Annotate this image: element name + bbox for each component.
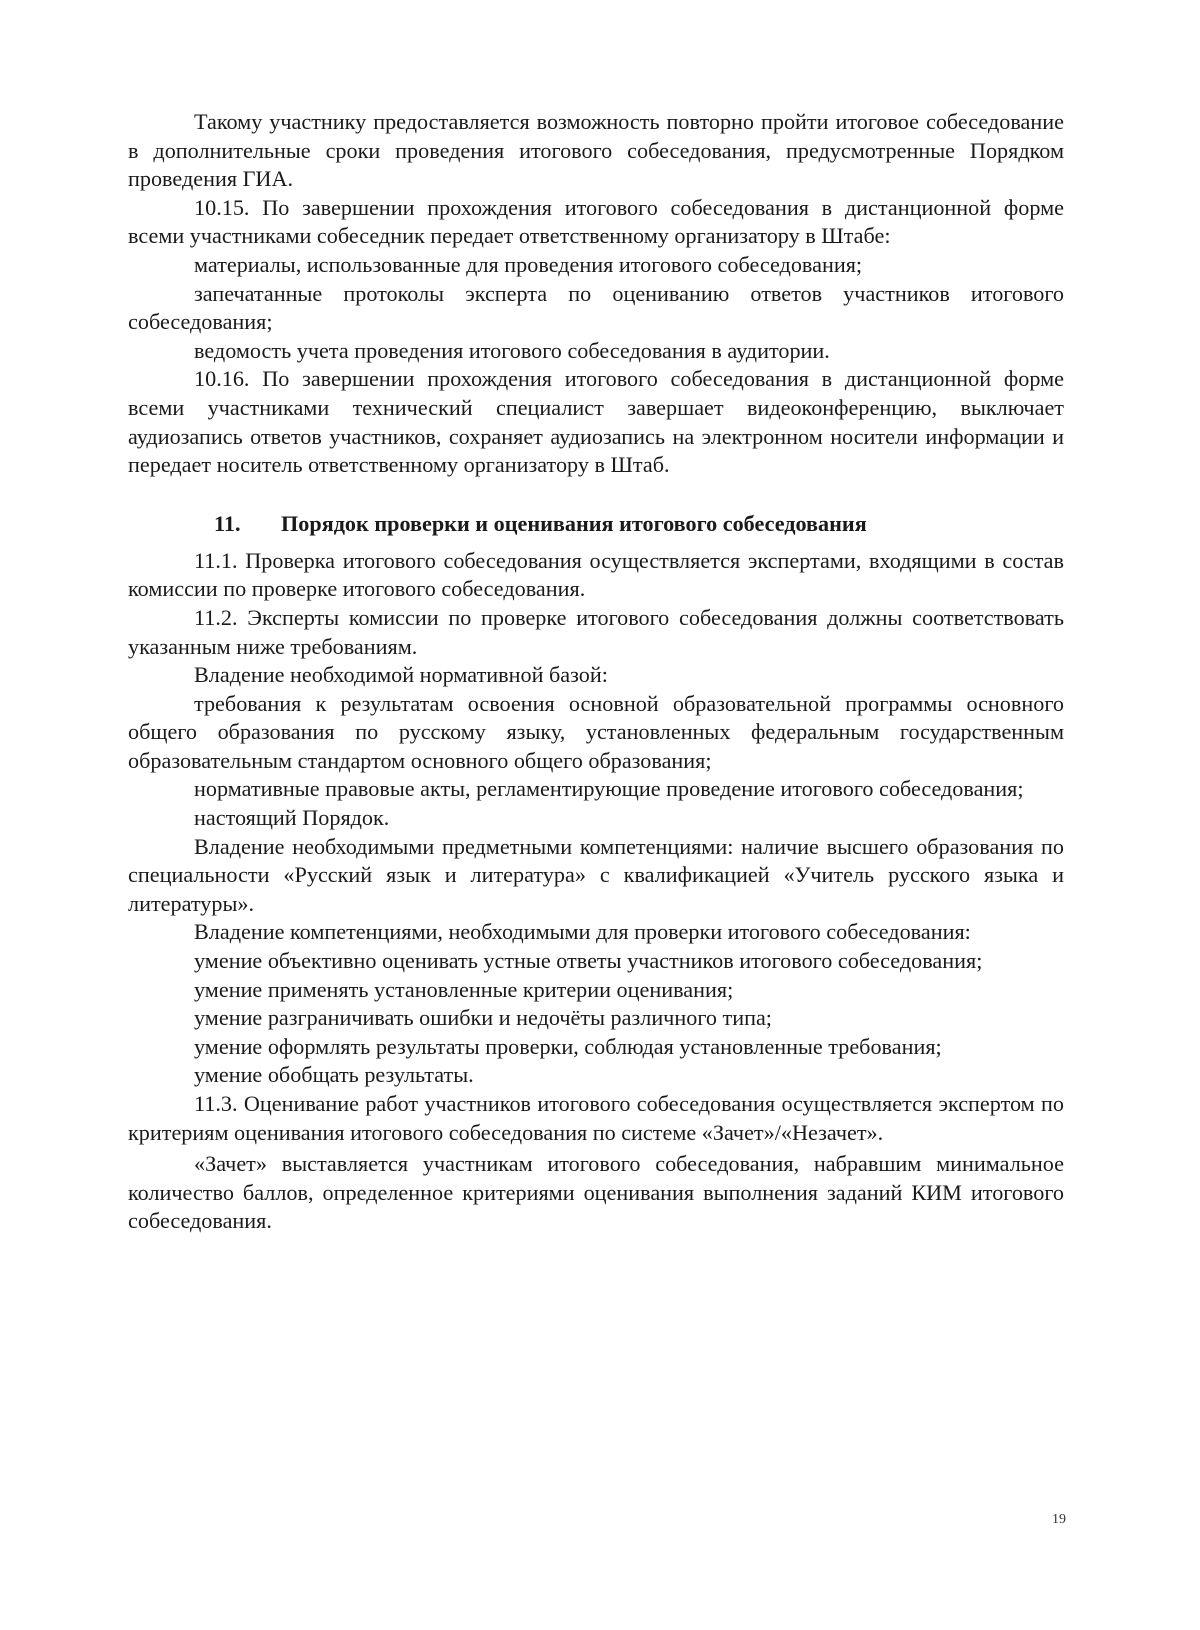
list-item: нормативные правовые акты, регламентирующие проведение итогового собеседования; <box>194 776 1024 802</box>
section-number: 11. <box>214 510 241 536</box>
list-item: умение оформлять результаты проверки, соблюдая установленные требования; <box>194 1033 942 1059</box>
list-item: запечатанные протоколы эксперта по оцениванию ответов участников итогового собеседования; <box>128 280 1064 335</box>
section-heading <box>128 510 1064 538</box>
paragraph-10-16: 10.16. По завершении прохождения итогового собеседования в дистанционной форме всеми участниками технический специалист завершает видеоконференцию, выключает аудиозапись ответов участников, сохраняет аудиозапись на электронном носители информации и передает носитель ответственному организатору в Штаб. <box>128 366 1064 478</box>
paragraph-11-1: 11.1. Проверка итогового собеседования осуществляется экспертами, входящими в состав комиссии по проверке итогового собеседования. <box>128 547 1064 602</box>
list-item: умение обобщать результаты. <box>194 1062 474 1088</box>
list-item: материалы, использованные для проведения итогового собеседования; <box>194 251 863 277</box>
paragraph: Такому участнику предоставляется возможность повторно пройти итоговое собеседование в дополнительные сроки проведения итогового собеседования, предусмотренные Порядком проведения ГИА. <box>128 109 1064 192</box>
list-item: умение применять установленные критерии оценивания; <box>194 976 734 1002</box>
paragraph-11-3: 11.3. Оценивание работ участников итогового собеседования осуществляется экспертом по критериям оценивания итогового собеседования по системе «Зачет»/«Незачет». <box>128 1091 1064 1145</box>
paragraph: «Зачет» выставляется участникам итогового собеседования, набравшим минимальное количество баллов, определенное критериями оценивания выполнения заданий КИМ итогового собеседования. <box>128 1151 1064 1234</box>
paragraph: Владение необходимой нормативной базой: <box>194 662 608 688</box>
paragraph: Владение компетенциями, необходимыми для проверки итогового собеседования: <box>194 919 971 945</box>
list-item: умение объективно оценивать устные ответы участников итогового собеседования; <box>194 948 983 974</box>
list-item: ведомость учета проведения итогового собеседования в аудитории. <box>194 337 830 363</box>
paragraph: Владение необходимыми предметными компетенциями: наличие высшего образования по специальности «Русский язык и литература» с квалификацией «Учитель русского языка и литературы». <box>128 833 1064 916</box>
paragraph-11-2: 11.2. Эксперты комиссии по проверке итогового собеседования должны соответствовать указанным ниже требованиям. <box>128 604 1064 659</box>
section-title: Порядок проверки и оценивания итогового собеседования <box>281 510 867 536</box>
page-number: 19 <box>1052 1512 1066 1527</box>
list-item: требования к результатам освоения основной образовательной программы основного общего образования по русскому языку, установленных федеральным государственным образовательным стандартом основного общего образования; <box>128 690 1064 773</box>
list-item: умение разграничивать ошибки и недочёты различного типа; <box>194 1005 772 1031</box>
list-item: настоящий Порядок. <box>194 805 390 831</box>
document-body <box>128 108 1064 1236</box>
paragraph-10-15: 10.15. По завершении прохождения итогового собеседования в дистанционной форме всеми участниками собеседник передает ответственному организатору в Штабе: <box>128 194 1064 249</box>
